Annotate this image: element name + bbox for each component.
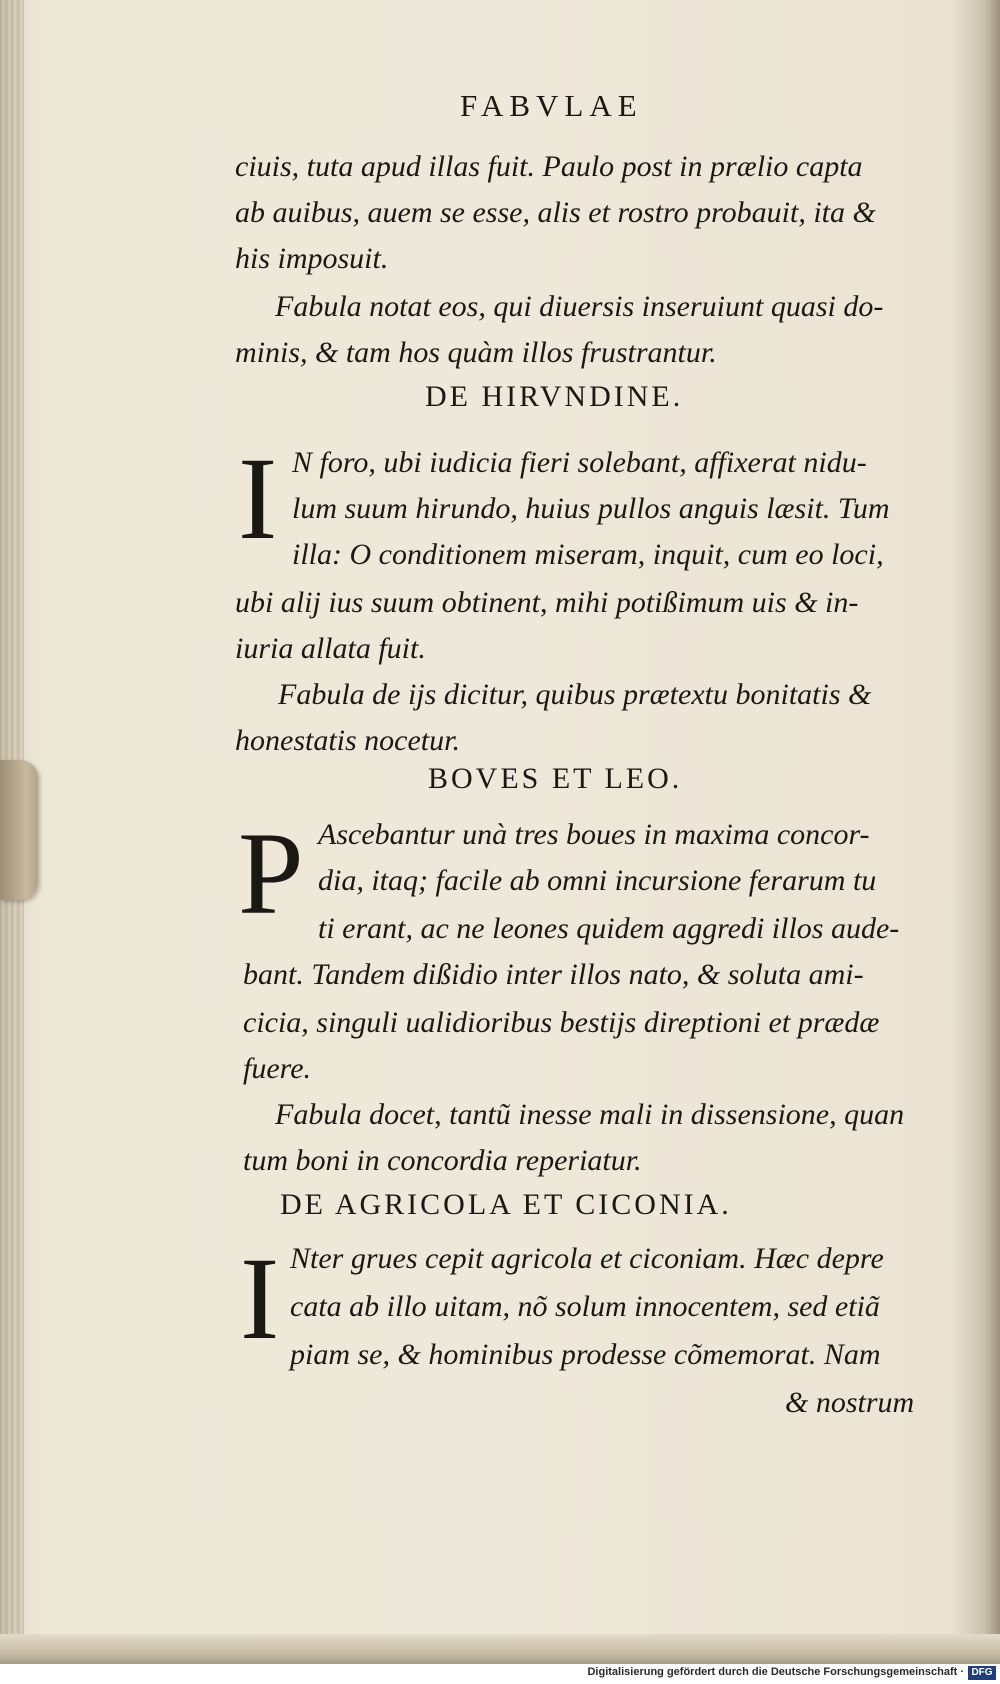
book-clip xyxy=(0,760,38,900)
text-line: ti erant, ac ne leones quidem aggredi illos aude- xyxy=(318,912,900,945)
text-line: illa: O conditionem miseram, inquit, cum eo loci, xyxy=(292,538,884,571)
text-line: piam se, & hominibus prodesse cõmemorat. Nam xyxy=(290,1338,881,1371)
moral-line: honestatis nocetur. xyxy=(235,724,460,757)
running-header: FABVLAE xyxy=(460,88,643,123)
text-line: his imposuit. xyxy=(235,242,389,275)
drop-cap: P xyxy=(238,808,304,939)
text-line: Ascebantur unà tres boues in maxima concor- xyxy=(318,818,870,851)
moral-line: minis, & tam hos quàm illos frustrantur. xyxy=(235,336,717,369)
moral-line: Fabula docet, tantũ inesse mali in dissensione, quan xyxy=(275,1098,905,1131)
text-line: cicia, singuli ualidioribus bestijs direptioni et prædæ xyxy=(243,1006,880,1039)
text-line: fuere. xyxy=(243,1052,312,1085)
fable-title: DE HIRVNDINE. xyxy=(425,380,684,413)
text-line: cata ab illo uitam, nõ solum innocentem, sed etiã xyxy=(290,1290,880,1323)
dfg-logo: DFG xyxy=(968,1666,996,1680)
text-line: ubi alij ius suum obtinent, mihi potißimum uis & in- xyxy=(235,586,859,619)
digitization-footer xyxy=(0,1664,1000,1684)
catchword: & nostrum xyxy=(785,1386,915,1419)
moral-line: Fabula notat eos, qui diuersis inseruiunt quasi do- xyxy=(275,290,884,323)
fable-title: BOVES ET LEO. xyxy=(428,762,683,795)
moral-line: tum boni in concordia reperiatur. xyxy=(243,1144,642,1177)
text-line: ciuis, tuta apud illas fuit. Paulo post in prælio capta xyxy=(235,150,863,183)
text-line: dia, itaq; facile ab omni incursione ferarum tu xyxy=(318,864,877,897)
text-line: lum suum hirundo, huius pullos anguis læsit. Tum xyxy=(292,492,890,525)
fable-title: DE AGRICOLA ET CICONIA. xyxy=(280,1188,732,1221)
page-edge-bottom xyxy=(0,1634,1000,1664)
text-line: iuria allata fuit. xyxy=(235,632,426,665)
text-line: bant. Tandem dißidio inter illos nato, & soluta ami- xyxy=(243,958,864,991)
moral-line: Fabula de ijs dicitur, quibus prætextu bonitatis & xyxy=(278,678,872,711)
drop-cap: I xyxy=(240,1233,280,1364)
text-line: ab auibus, auem se esse, alis et rostro probauit, ita & xyxy=(235,196,876,229)
footer-credit: Digitalisierung gefördert durch die Deutsche Forschungsgemeinschaft · xyxy=(587,1666,964,1678)
drop-cap: I xyxy=(238,433,278,564)
text-line: N foro, ubi iudicia fieri solebant, affixerat nidu- xyxy=(292,446,867,479)
text-line: Nter grues cepit agricola et ciconiam. Hæc depre xyxy=(290,1242,884,1275)
